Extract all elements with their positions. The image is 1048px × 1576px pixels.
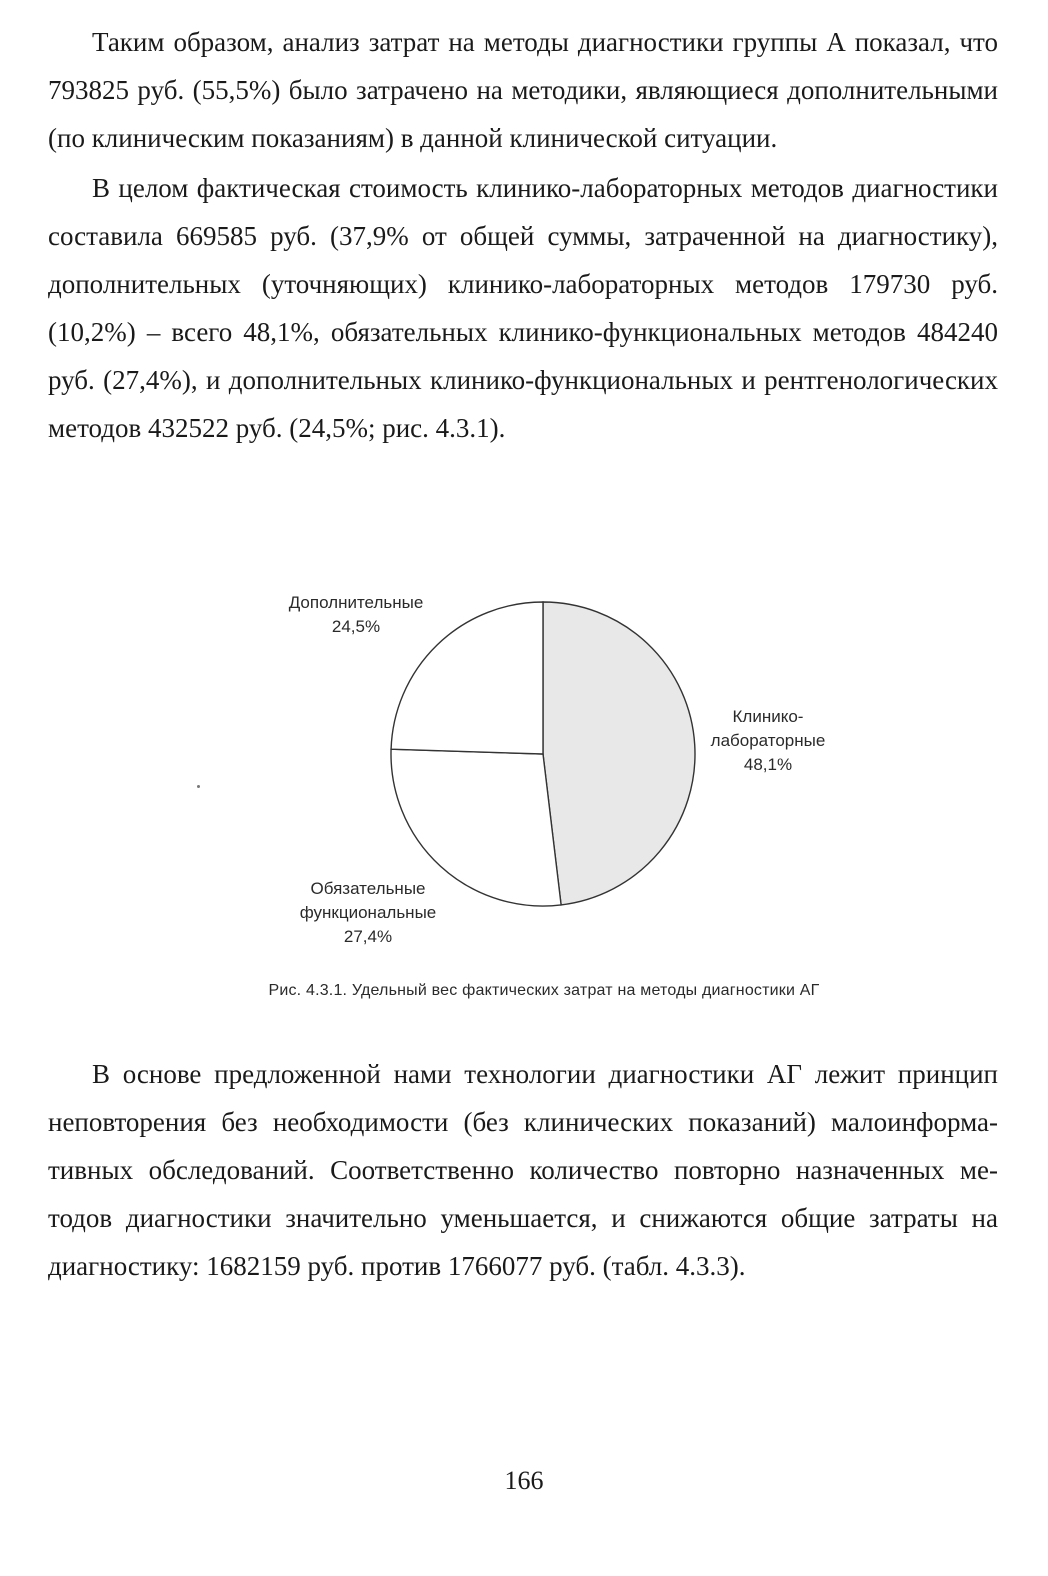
paragraph-1: Таким образом, анализ затрат на методы диагностики группы А показал, что 793825 руб. (55,5%) было затрачено на методики, являющиеся дополнительными (по клиническим показаниям) в данной клинической ситуации. xyxy=(48,27,998,153)
pie-slice-1 xyxy=(543,602,695,905)
paragraph-3: В основе предложенной нами технологии диагностики АГ лежит принцип неповторения без необходимости (без клинических показаний) малоинформативных обследований. Соответственно количество повторно назначенных методов диагностики значительно уменьшается, и снижаются общие затраты на диагностику: 1682159 руб. против 1766077 руб. (табл. 4.3.3). xyxy=(48,1059,998,1281)
pie-slice-3 xyxy=(391,602,543,754)
paragraph-2: В целом фактическая стоимость клинико-лабораторных методов диагностики составила 669585 руб. (37,9% от общей суммы, затраченной на диагностику), дополнительных (уточняющих) клинико-лабораторных методов 179730 руб. (10,2%) – всего 48,1%, обязательных клинико-функциональных методов 484240 руб. (27,4%), и дополнительных клинико-функциональных и рентгенологических методов 432522 руб. (24,5%; рис. 4.3.1). xyxy=(48,173,998,443)
pie-slice-label-2: Обязательные функциональные 27,4% xyxy=(299,879,437,946)
figure-caption: Рис. 4.3.1. Удельный вес фактических затрат на методы диагностики АГ xyxy=(268,982,820,999)
page-number: 166 xyxy=(504,1466,544,1495)
pie-chart xyxy=(0,560,1048,980)
pie-slice-label-1: Клинико-лабораторные 48,1% xyxy=(710,707,826,774)
scan-speck xyxy=(197,785,200,788)
pie-slice-label-3: Дополнительные 24,5% xyxy=(288,593,424,636)
pie-chart-figure xyxy=(0,560,1048,1020)
